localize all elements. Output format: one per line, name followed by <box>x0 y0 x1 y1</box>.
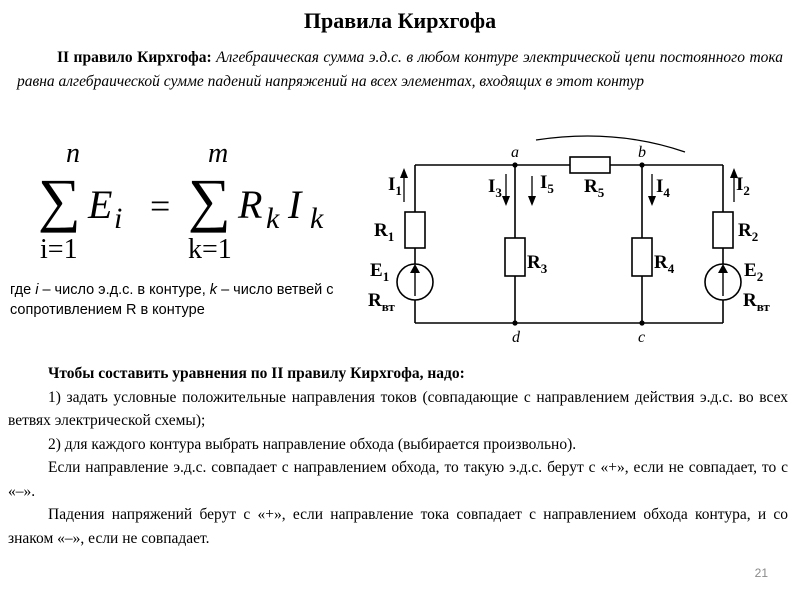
lhs-term-e: E <box>88 182 113 227</box>
formula-legend <box>10 280 350 320</box>
lhs-lower-limit: i=1 <box>40 234 78 265</box>
contour-arc <box>536 136 685 152</box>
legend-prefix: где <box>10 282 36 298</box>
label-r5: $R_5$ <box>584 176 605 200</box>
node-label-b: b <box>638 144 646 161</box>
legend-suffix: – число ветвей с сопротивлением R в контуре <box>10 282 334 318</box>
legend-middle: – число э.д.с. в контуре, <box>38 282 210 298</box>
step-item: 1) задать условные положительные направления токов (совпадающие с направлением действия э.д.с. во всех ветвях электрической схемы); <box>8 388 788 429</box>
rhs-term-i-sub: k <box>310 202 324 235</box>
label-r1: $R_1$ <box>374 220 395 244</box>
label-r2: $R_2$ <box>738 220 759 244</box>
step-item: 2) для каждого контура выбрать направление обхода (выбирается произвольно). <box>48 435 577 453</box>
rhs-term-r-sub: k <box>266 202 280 235</box>
resistor-r3 <box>505 238 525 276</box>
lhs-upper-limit: n <box>66 138 80 169</box>
arrow-i5 <box>528 176 536 206</box>
label-rvt-right: $R_{вт}$ <box>743 290 770 314</box>
rhs-term-i: I <box>288 182 302 227</box>
resistor-r5 <box>570 157 610 173</box>
legend-var-i: i <box>35 282 39 298</box>
label-i5: $I_5$ <box>540 172 554 196</box>
node-label-a: a <box>511 144 519 161</box>
procedure-steps <box>8 362 788 550</box>
rhs-lower-limit: k=1 <box>188 234 232 265</box>
circuit-diagram <box>360 130 790 345</box>
source-e1 <box>397 264 433 300</box>
label-i4: $I_4$ <box>656 176 670 200</box>
step-item: Если направление э.д.с. совпадает с направлением обхода, то такую э.д.с. берут с «+», если не совпадает, то с «–». <box>8 459 788 500</box>
label-e1: $E_1$ <box>370 260 390 284</box>
rule-name: II правило Кирхгофа: <box>57 49 212 66</box>
rhs-upper-limit: m <box>208 138 229 169</box>
step-item: Падения напряжений берут с «+», если направление тока совпадает с направлением обхода контура, и со знаком «–», если не совпадает. <box>8 506 788 547</box>
kirchhoff-formula <box>12 138 362 268</box>
resistor-r2 <box>713 212 733 248</box>
resistor-r4 <box>632 238 652 276</box>
slide-title: Правила Кирхгофа <box>303 8 497 33</box>
current-arrows <box>400 168 738 206</box>
page-number: 21 <box>754 566 768 580</box>
node-label-c: c <box>638 329 646 345</box>
arrow-i3 <box>502 174 510 206</box>
steps-heading: Чтобы составить уравнения по II правилу Кирхгофа, надо: <box>48 365 465 382</box>
source-e2 <box>705 264 741 300</box>
resistor-r1 <box>405 212 425 248</box>
rhs-term-r: R <box>238 182 263 227</box>
lhs-sum-symbol: ∑ <box>38 167 81 233</box>
equals-sign: = <box>150 186 171 226</box>
legend-var-k: k <box>209 282 218 298</box>
rule-text: Алгебраическая сумма э.д.с. в любом контуре электрической цепи постоянного тока равна алгебраической сумме падений напряжений на всех элементах, входящих в этот контур <box>17 49 783 90</box>
label-r4: $R_4$ <box>654 252 675 276</box>
label-i3: $I_3$ <box>488 176 502 200</box>
label-e2: $E_2$ <box>744 260 764 284</box>
rhs-sum-symbol: ∑ <box>188 167 231 233</box>
circuit-wires <box>415 165 723 323</box>
node-label-d: d <box>512 329 520 345</box>
arrow-i4 <box>648 174 656 206</box>
lhs-term-sub: i <box>114 202 123 235</box>
label-r3: $R_3$ <box>527 252 548 276</box>
rule-statement <box>17 46 783 94</box>
label-i1: $I_1$ <box>388 174 402 198</box>
label-rvt-left: $R_{вт}$ <box>368 290 395 314</box>
label-i2: $I_2$ <box>736 174 750 198</box>
